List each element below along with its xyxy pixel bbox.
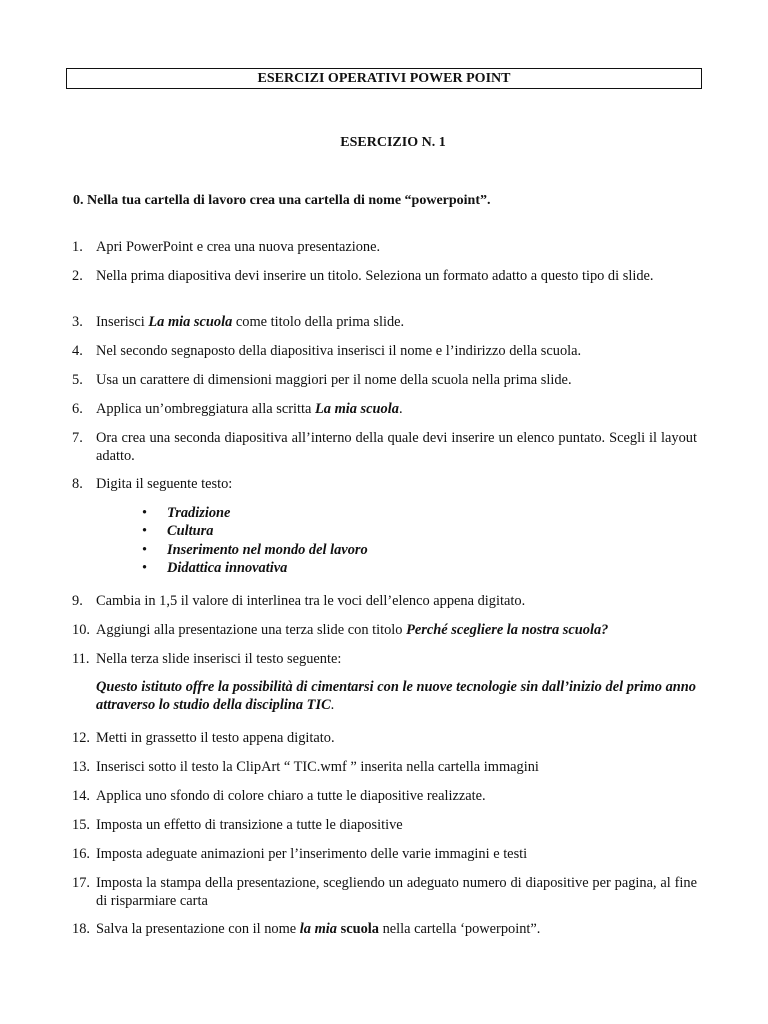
list-item <box>72 874 697 910</box>
list-item <box>72 371 697 389</box>
bullet-list <box>142 504 368 577</box>
list-item <box>72 592 697 610</box>
list-item <box>72 429 697 465</box>
item-number: 12. <box>72 730 90 746</box>
item-text-pre: Salva la presentazione con il nome <box>96 921 300 937</box>
item-text-post: . <box>398 401 403 417</box>
list-item <box>72 845 697 863</box>
item-text-pre: Aggiungi alla presentazione una terza slide con titolo <box>96 622 407 638</box>
bullet-text: Cultura <box>167 523 214 540</box>
list-item <box>72 758 697 776</box>
item-number: 6. <box>72 401 83 417</box>
item-number: 16. <box>72 846 90 862</box>
list-item <box>72 400 697 418</box>
list-item <box>72 650 697 668</box>
item-text <box>96 313 697 331</box>
item-text-emphasis: La mia scuola <box>148 314 233 330</box>
item-text: Apri PowerPoint e crea una nuova presentazione. <box>96 239 381 255</box>
item-text: Applica uno sfondo di colore chiaro a tutte le diapositive realizzate. <box>96 788 486 804</box>
item-text-strong: scuola <box>340 921 379 937</box>
item-text: Imposta adeguate animazioni per l’inserimento delle varie immagini e testi <box>96 846 528 862</box>
list-item <box>72 475 697 493</box>
list-item <box>72 920 697 938</box>
item-text: Inserisci sotto il testo la ClipArt “ TIC.wmf ” inserita nella cartella immagini <box>96 759 539 775</box>
bullet-text: Didattica innovativa <box>167 559 288 576</box>
item-text <box>96 920 697 938</box>
bullet-dot: • <box>142 559 148 576</box>
document-title: ESERCIZI OPERATIVI POWER POINT <box>66 68 702 89</box>
bullet-text: Inserimento nel mondo del lavoro <box>167 541 368 558</box>
bullet-text: Tradizione <box>167 505 231 521</box>
item-number: 8. <box>72 476 83 492</box>
item-text: Metti in grassetto il testo appena digitato. <box>96 730 335 746</box>
quote-end: . <box>330 697 335 713</box>
item-text: Digita il seguente testo: <box>96 476 233 492</box>
item-number: 1. <box>72 239 83 255</box>
bullet-item <box>142 522 368 540</box>
list-item <box>72 816 697 834</box>
bullet-dot: • <box>142 505 148 521</box>
item-text <box>96 400 697 418</box>
item-text: Nel secondo segnaposto della diapositiva inserisci il nome e l’indirizzo della scuola. <box>96 343 582 359</box>
bullet-item <box>142 504 368 522</box>
item-text-post: come titolo della prima slide. <box>232 314 405 330</box>
item-number: 17. <box>72 875 90 891</box>
list-item <box>72 313 697 331</box>
bullet-item <box>142 559 368 577</box>
item-text-post: nella cartella ‘powerpoint”. <box>378 921 541 937</box>
item-number: 14. <box>72 788 90 804</box>
item-number: 5. <box>72 372 83 388</box>
item-number: 10. <box>72 622 90 638</box>
item-text: Nella terza slide inserisci il testo seguente: <box>96 651 342 667</box>
item-text: Imposta la stampa della presentazione, scegliendo un adeguato numero di diapositive per pagina, al fine di risparmiare carta <box>96 875 697 909</box>
item-text-emphasis: la mia <box>299 921 337 937</box>
item-number: 9. <box>72 593 83 609</box>
list-item <box>72 621 697 639</box>
item-text: Nella prima diapositiva devi inserire un titolo. Seleziona un formato adatto a questo tipo di slide. <box>96 268 654 284</box>
item-number: 3. <box>72 314 83 330</box>
item-text-pre: Inserisci <box>96 314 149 330</box>
item-text-emphasis: La mia scuola <box>314 401 399 417</box>
item-text: Ora crea una seconda diapositiva all’interno della quale devi inserire un elenco puntato. Scegli il layout adatto. <box>96 430 697 464</box>
item-number: 13. <box>72 759 90 775</box>
bullet-dot: • <box>142 541 148 558</box>
item-text: Cambia in 1,5 il valore di interlinea tra le voci dell’elenco appena digitato. <box>96 593 526 609</box>
bullet-dot: • <box>142 523 148 540</box>
list-item <box>72 787 697 805</box>
item-text <box>96 621 697 639</box>
bullet-item <box>142 541 368 559</box>
quote-text <box>96 678 696 714</box>
item-text-pre: Applica un’ombreggiatura alla scritta <box>96 401 315 417</box>
item-number: 15. <box>72 817 90 833</box>
exercise-title: ESERCIZIO N. 1 <box>340 135 446 150</box>
quote-body: Questo istituto offre la possibilità di cimentarsi con le nuove tecnologie sin dall’inizio del primo anno attraverso lo studio della disciplina TIC <box>96 679 696 713</box>
list-item <box>72 342 697 360</box>
item-number: 18. <box>72 921 90 937</box>
item-number: 2. <box>72 268 83 284</box>
item-number: 11. <box>72 651 90 667</box>
item-text-emphasis: Perché scegliere la nostra scuola? <box>406 622 609 638</box>
item-number: 7. <box>72 430 83 446</box>
item-number: 4. <box>72 343 83 359</box>
item-text: Imposta un effetto di transizione a tutte le diapositive <box>96 817 403 833</box>
list-item <box>72 267 697 285</box>
list-item <box>72 729 697 747</box>
list-item <box>72 238 697 256</box>
intro-instruction: 0. Nella tua cartella di lavoro crea una cartella di nome “powerpoint”. <box>73 193 491 208</box>
item-text: Usa un carattere di dimensioni maggiori per il nome della scuola nella prima slide. <box>96 372 572 388</box>
